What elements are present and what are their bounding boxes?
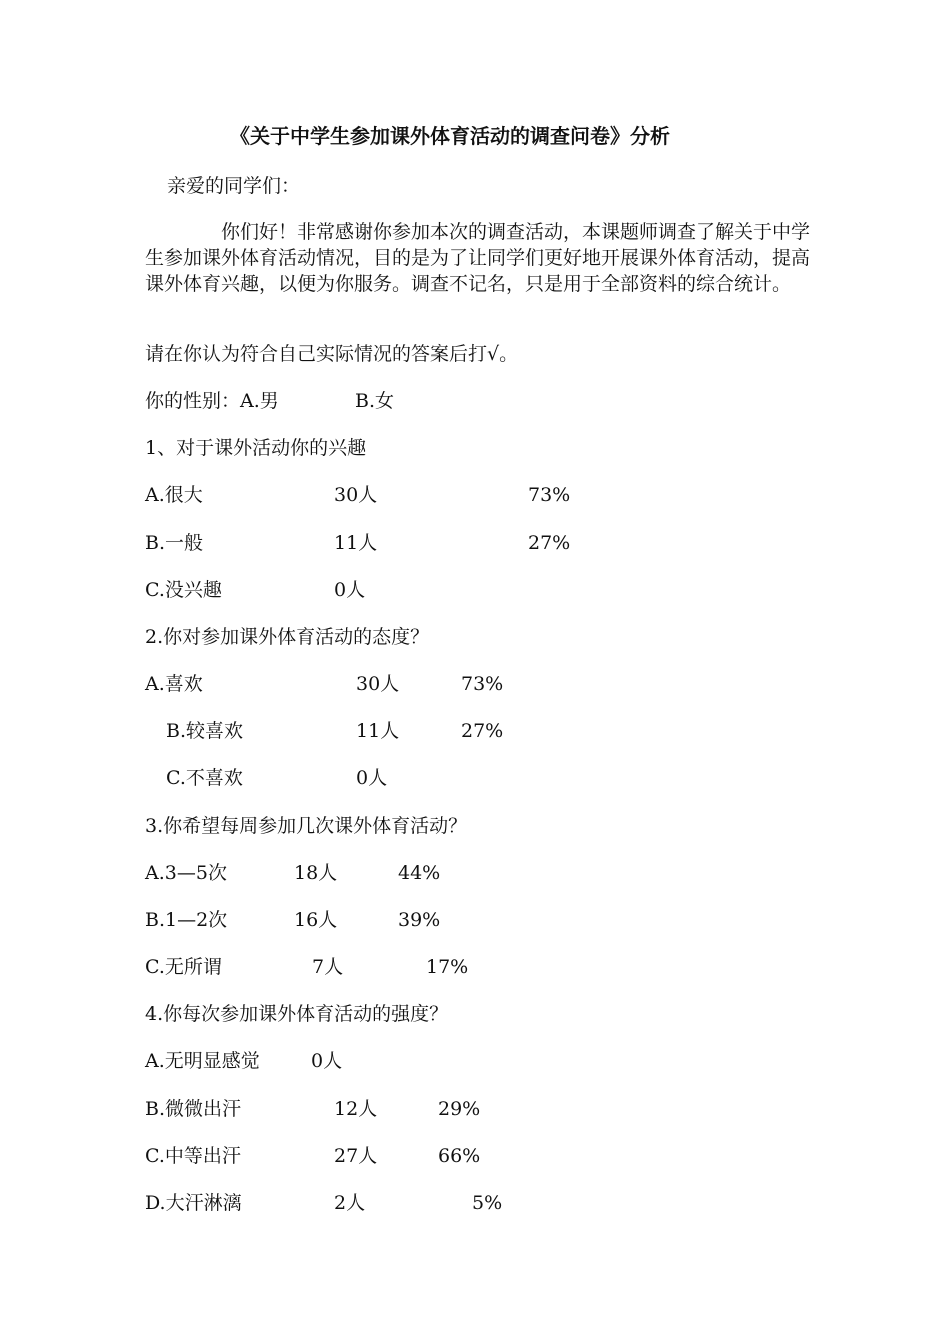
q1-option-label: A.很大 [145,484,203,506]
q1-option-count: 0人 [334,579,366,601]
q4-option-count: 0人 [311,1050,343,1072]
q2-option-label: C.不喜欢 [166,767,243,789]
instruction: 请在你认为符合自己实际情况的答案后打√。 [145,343,519,365]
q3-option-count: 18人 [294,862,338,884]
question-2: 2.你对参加课外体育活动的态度？ [145,626,430,648]
intro-paragraph: 你们好！非常感谢你参加本次的调查活动，本课题师调查了解关于中学生参加课外体育活动情况，目的是为了让同学们更好地开展课外体育活动，提高课外体育兴趣，以便为你服务。调查不记名，只是用于全部资料的综合统计。 [145,221,811,295]
q1-option-count: 11人 [334,532,378,554]
q3-option-label: A.3—5次 [145,862,227,884]
question-4: 4.你每次参加课外体育活动的强度？ [145,1003,449,1025]
q1-option-label: B.一般 [145,532,204,554]
q2-option-count: 11人 [356,720,400,742]
gender-option-b: B.女 [355,390,395,412]
q3-option-label: C.无所谓 [145,956,222,978]
q3-option-percent: 44% [398,862,441,884]
q3-option-percent: 39% [398,909,441,931]
q2-option-label: B.较喜欢 [166,720,244,742]
q4-option-percent: 5% [472,1192,503,1214]
q1-option-label: C.没兴趣 [145,579,222,601]
q2-option-count: 0人 [356,767,388,789]
question-3: 3.你希望每周参加几次课外体育活动？ [145,815,468,837]
q2-option-count: 30人 [356,673,400,695]
q4-option-label: C.中等出汗 [145,1145,241,1167]
q4-option-label: D.大汗淋漓 [145,1192,242,1214]
q2-option-label: A.喜欢 [145,673,203,695]
q4-option-count: 12人 [334,1098,378,1120]
q1-option-percent: 73% [528,484,571,506]
q4-option-count: 2人 [334,1192,366,1214]
q3-option-percent: 17% [426,956,469,978]
q4-option-count: 27人 [334,1145,378,1167]
gender-question: 你的性别：A.男 [145,390,279,412]
q4-option-label: A.无明显感觉 [145,1050,260,1072]
q1-option-count: 30人 [334,484,378,506]
q4-option-percent: 29% [438,1098,481,1120]
document-title: 《关于中学生参加课外体育活动的调查问卷》分析 [230,124,670,148]
q4-option-label: B.微微出汗 [145,1098,242,1120]
q2-option-percent: 27% [461,720,504,742]
q2-option-percent: 73% [461,673,504,695]
question-1: 1、对于课外活动你的兴趣 [145,437,367,459]
q1-option-percent: 27% [528,532,571,554]
greeting: 亲爱的同学们： [167,175,301,197]
q3-option-label: B.1—2次 [145,909,228,931]
q3-option-count: 7人 [312,956,344,978]
q3-option-count: 16人 [294,909,338,931]
q4-option-percent: 66% [438,1145,481,1167]
